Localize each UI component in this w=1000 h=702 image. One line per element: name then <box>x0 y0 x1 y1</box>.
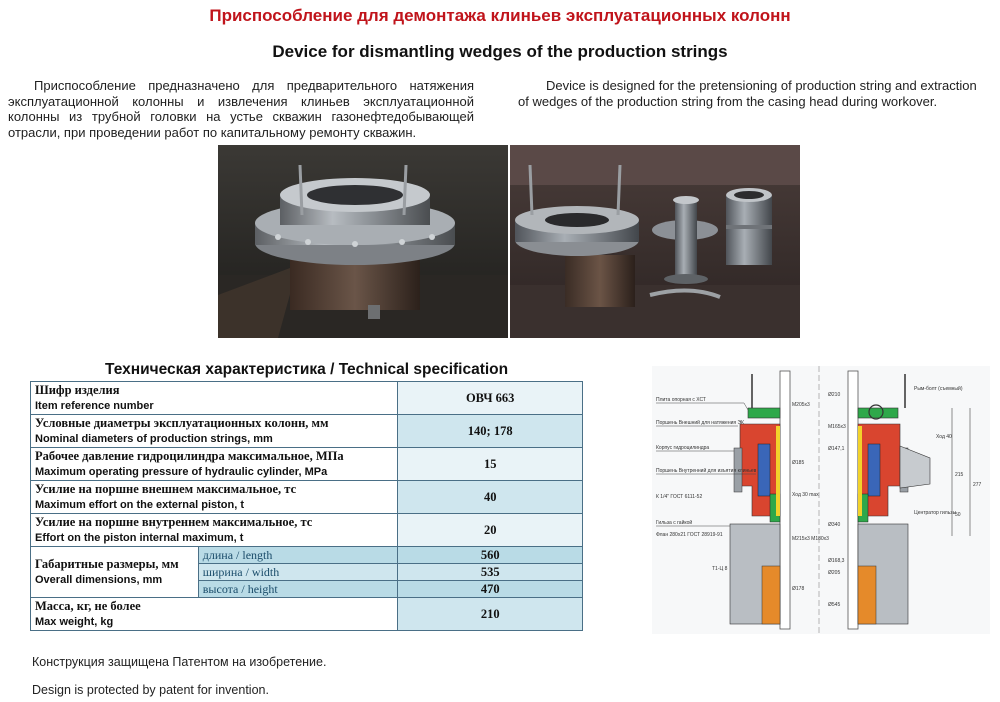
spec-value-diameters: 140; 178 <box>398 415 583 448</box>
label-ru: Усилие на поршне внутреннем максимальное, тс <box>35 515 313 529</box>
drawing-dim-3: М165х3 <box>828 424 846 430</box>
spec-table <box>30 381 583 631</box>
spec-value-pressure: 15 <box>398 448 583 481</box>
drawing-dim-16: 50 <box>955 512 961 518</box>
label-ru: Шифр изделия <box>35 383 120 397</box>
drawing-label-support-plate: Плита опорная с ХСТ <box>656 397 706 403</box>
drawing-dim-5: Ø185 <box>792 460 805 466</box>
dimension-length-label: длина / length <box>198 547 398 564</box>
drawing-dim-6: Ø340 <box>828 522 841 528</box>
spec-label <box>31 598 398 631</box>
spec-label <box>31 382 398 415</box>
photo-device-components-drawing <box>510 145 800 338</box>
drawing-dim-10: Ø178 <box>792 586 805 592</box>
label-ru: Габаритные размеры, мм <box>35 557 179 571</box>
photo-assembled-device-drawing <box>218 145 508 338</box>
spec-row-reference <box>31 382 583 415</box>
label-en: Max weight, kg <box>35 616 114 628</box>
label-ru: Масса, кг, не более <box>35 599 141 613</box>
drawing-label-sleeve: Гильза с гайкой <box>656 520 693 526</box>
drawing-dim-18: К 1/4" ГОСТ 6111-52 <box>656 494 703 500</box>
label-en: Item reference number <box>35 400 154 412</box>
spec-value-reference: ОВЧ 663 <box>398 382 583 415</box>
spec-heading: Техническая характеристика / Technical specification <box>105 361 509 378</box>
description-english: Device is designed for the pretensioning of production string and extraction of wedges of the production string from the casing head during workover. <box>518 78 977 109</box>
label-en: Overall dimensions, mm <box>35 574 163 586</box>
photo-assembled-device <box>218 145 508 338</box>
patent-note-russian: Конструкция защищена Патентом на изобретение. <box>32 655 327 669</box>
drawing-label-flange: Флан 280х21 ГОСТ 28919-91 <box>656 532 723 538</box>
drawing-dim-7: М215х3 М180х3 <box>792 536 829 542</box>
spec-value-external-effort: 40 <box>398 481 583 514</box>
label-en: Nominal diameters of production strings, mm <box>35 433 273 445</box>
spec-label <box>31 448 398 481</box>
drawing-label-outer-piston: Поршень Внешний для натяжения ЭК <box>656 420 744 426</box>
drawing-dim-4: Ø147,1 <box>828 446 845 452</box>
dimension-width-label: ширина / width <box>198 564 398 581</box>
drawing-dim-13: 277 <box>973 482 982 488</box>
label-en: Maximum effort on the external piston, t <box>35 499 245 511</box>
spec-value-width: 535 <box>398 564 583 581</box>
drawing-dim-9: Ø205 <box>828 570 841 576</box>
label-en: Effort on the piston internal maximum, t <box>35 532 244 544</box>
patent-note-english: Design is protected by patent for invention. <box>32 683 269 697</box>
technical-drawing <box>652 366 990 634</box>
drawing-dim-17: Т1-Ц 8 <box>712 566 728 572</box>
spec-label <box>31 514 398 547</box>
label-ru: Рабочее давление гидроцилиндра максимальное, МПа <box>35 449 344 463</box>
spec-value-internal-effort: 20 <box>398 514 583 547</box>
label-en: Maximum operating pressure of hydraulic cylinder, MPa <box>35 466 328 478</box>
spec-row-internal-effort <box>31 514 583 547</box>
drawing-label-eye-bolt: Рым-болт (съемный) <box>914 386 963 392</box>
technical-drawing-svg <box>652 366 990 634</box>
drawing-dim-14: Ход 40 <box>936 434 952 440</box>
dimension-height-label: высота / height <box>198 581 398 598</box>
drawing-label-inner-piston: Поршень Внутренний для изъятия клиньев <box>656 468 757 474</box>
label-ru: Усилие на поршне внешнем максимальное, тс <box>35 482 297 496</box>
spec-label <box>31 547 199 598</box>
drawing-label-centralizer: Центратор гильзы <box>914 510 957 516</box>
title-english: Device for dismantling wedges of the production strings <box>272 42 728 61</box>
spec-label <box>31 481 398 514</box>
drawing-dim-8: Ø168,3 <box>828 558 845 564</box>
label-ru: Условные диаметры эксплуатационных колонн, мм <box>35 416 329 430</box>
spec-row-dimensions <box>31 547 583 564</box>
title-russian: Приспособление для демонтажа клиньев эксплуатационных колонн <box>209 6 791 25</box>
drawing-dim-11: Ø545 <box>828 602 841 608</box>
spec-value-height: 470 <box>398 581 583 598</box>
spec-value-length: 560 <box>398 547 583 564</box>
spec-row-diameters <box>31 415 583 448</box>
drawing-dim-1: М205х3 <box>792 402 810 408</box>
drawing-dim-15: Ход 30 max <box>792 492 819 498</box>
spec-label <box>31 415 398 448</box>
spec-row-mass <box>31 598 583 631</box>
description-russian: Приспособление предназначено для предварительного натяжения эксплуатационной колонны и извлечения клиньев эксплуатационной колонны из трубной головки на устье скважин газонефтедобывающей отрасли, при проведении работ по капитальному ремонту скважин. <box>8 78 474 140</box>
drawing-dim-12: 215 <box>955 472 964 478</box>
spec-row-pressure <box>31 448 583 481</box>
spec-row-external-effort <box>31 481 583 514</box>
drawing-label-cylinder-body: Корпус гидроцилиндра <box>656 445 710 451</box>
photo-device-components <box>510 145 800 338</box>
drawing-dim-2: Ø210 <box>828 392 841 398</box>
spec-value-mass: 210 <box>398 598 583 631</box>
